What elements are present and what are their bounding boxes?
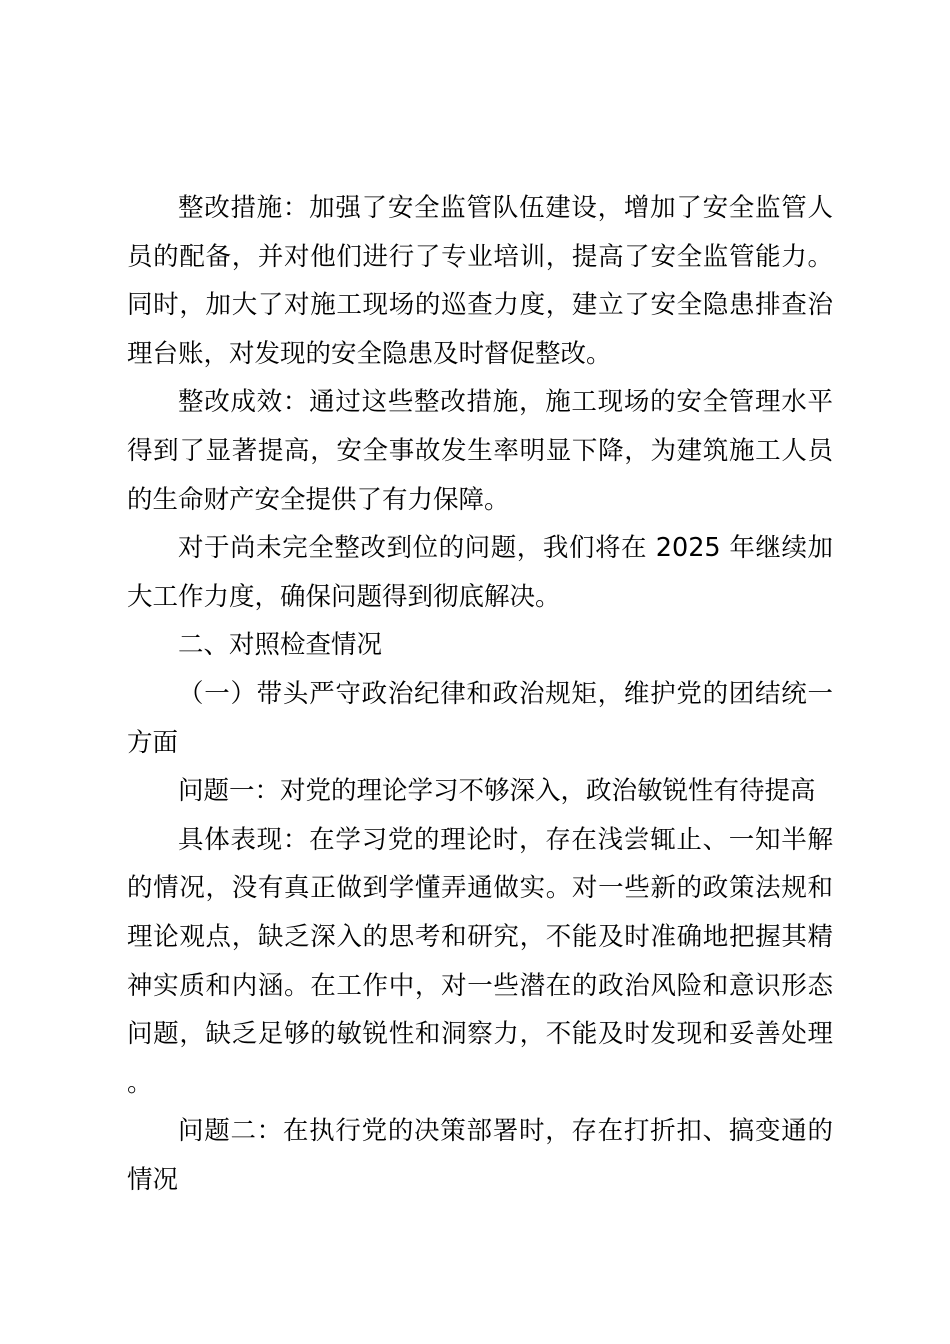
problem-two-heading: 问题二：在执行党的决策部署时，存在打折扣、搞变通的情况: [127, 1116, 833, 1195]
section-heading-inspection: 二、对照检查情况: [178, 630, 383, 661]
paragraph-unfinished-issues: 对于尚未完全整改到位的问题，我们将在 2025 年继续加大工作力度，确保问题得到彻底解决。: [127, 533, 833, 612]
paragraph-specific-manifestation: 具体表现：在学习党的理论时，存在浅尝辄止、一知半解的情况，没有真正做到学懂弄通做实。对一些新的政策法规和理论观点，缺乏深入的思考和研究，不能及时准确地把握其精神实质和内涵。在工作中，对一些潜在的政治风险和意识形态问题，缺乏足够的敏锐性和洞察力，不能及时发现和妥善处理。: [127, 824, 833, 1098]
paragraph-rectification-results: 整改成效：通过这些整改措施，施工现场的安全管理水平得到了显著提高，安全事故发生率明显下降，为建筑施工人员的生命财产安全提供了有力保障。: [127, 387, 833, 515]
subsection-heading-political-discipline: （一）带头严守政治纪律和政治规矩，维护党的团结统一方面: [127, 678, 833, 758]
paragraph-rectification-measures: 整改措施：加强了安全监管队伍建设，增加了安全监管人员的配备，并对他们进行了专业培训，提高了安全监管能力。同时，加大了对施工现场的巡查力度，建立了安全隐患排查治理台账，对发现的安全隐患及时督促整改。: [127, 193, 833, 369]
problem-one-heading: 问题一：对党的理论学习不够深入，政治敏锐性有待提高: [178, 776, 816, 807]
document-body: [127, 184, 833, 1204]
